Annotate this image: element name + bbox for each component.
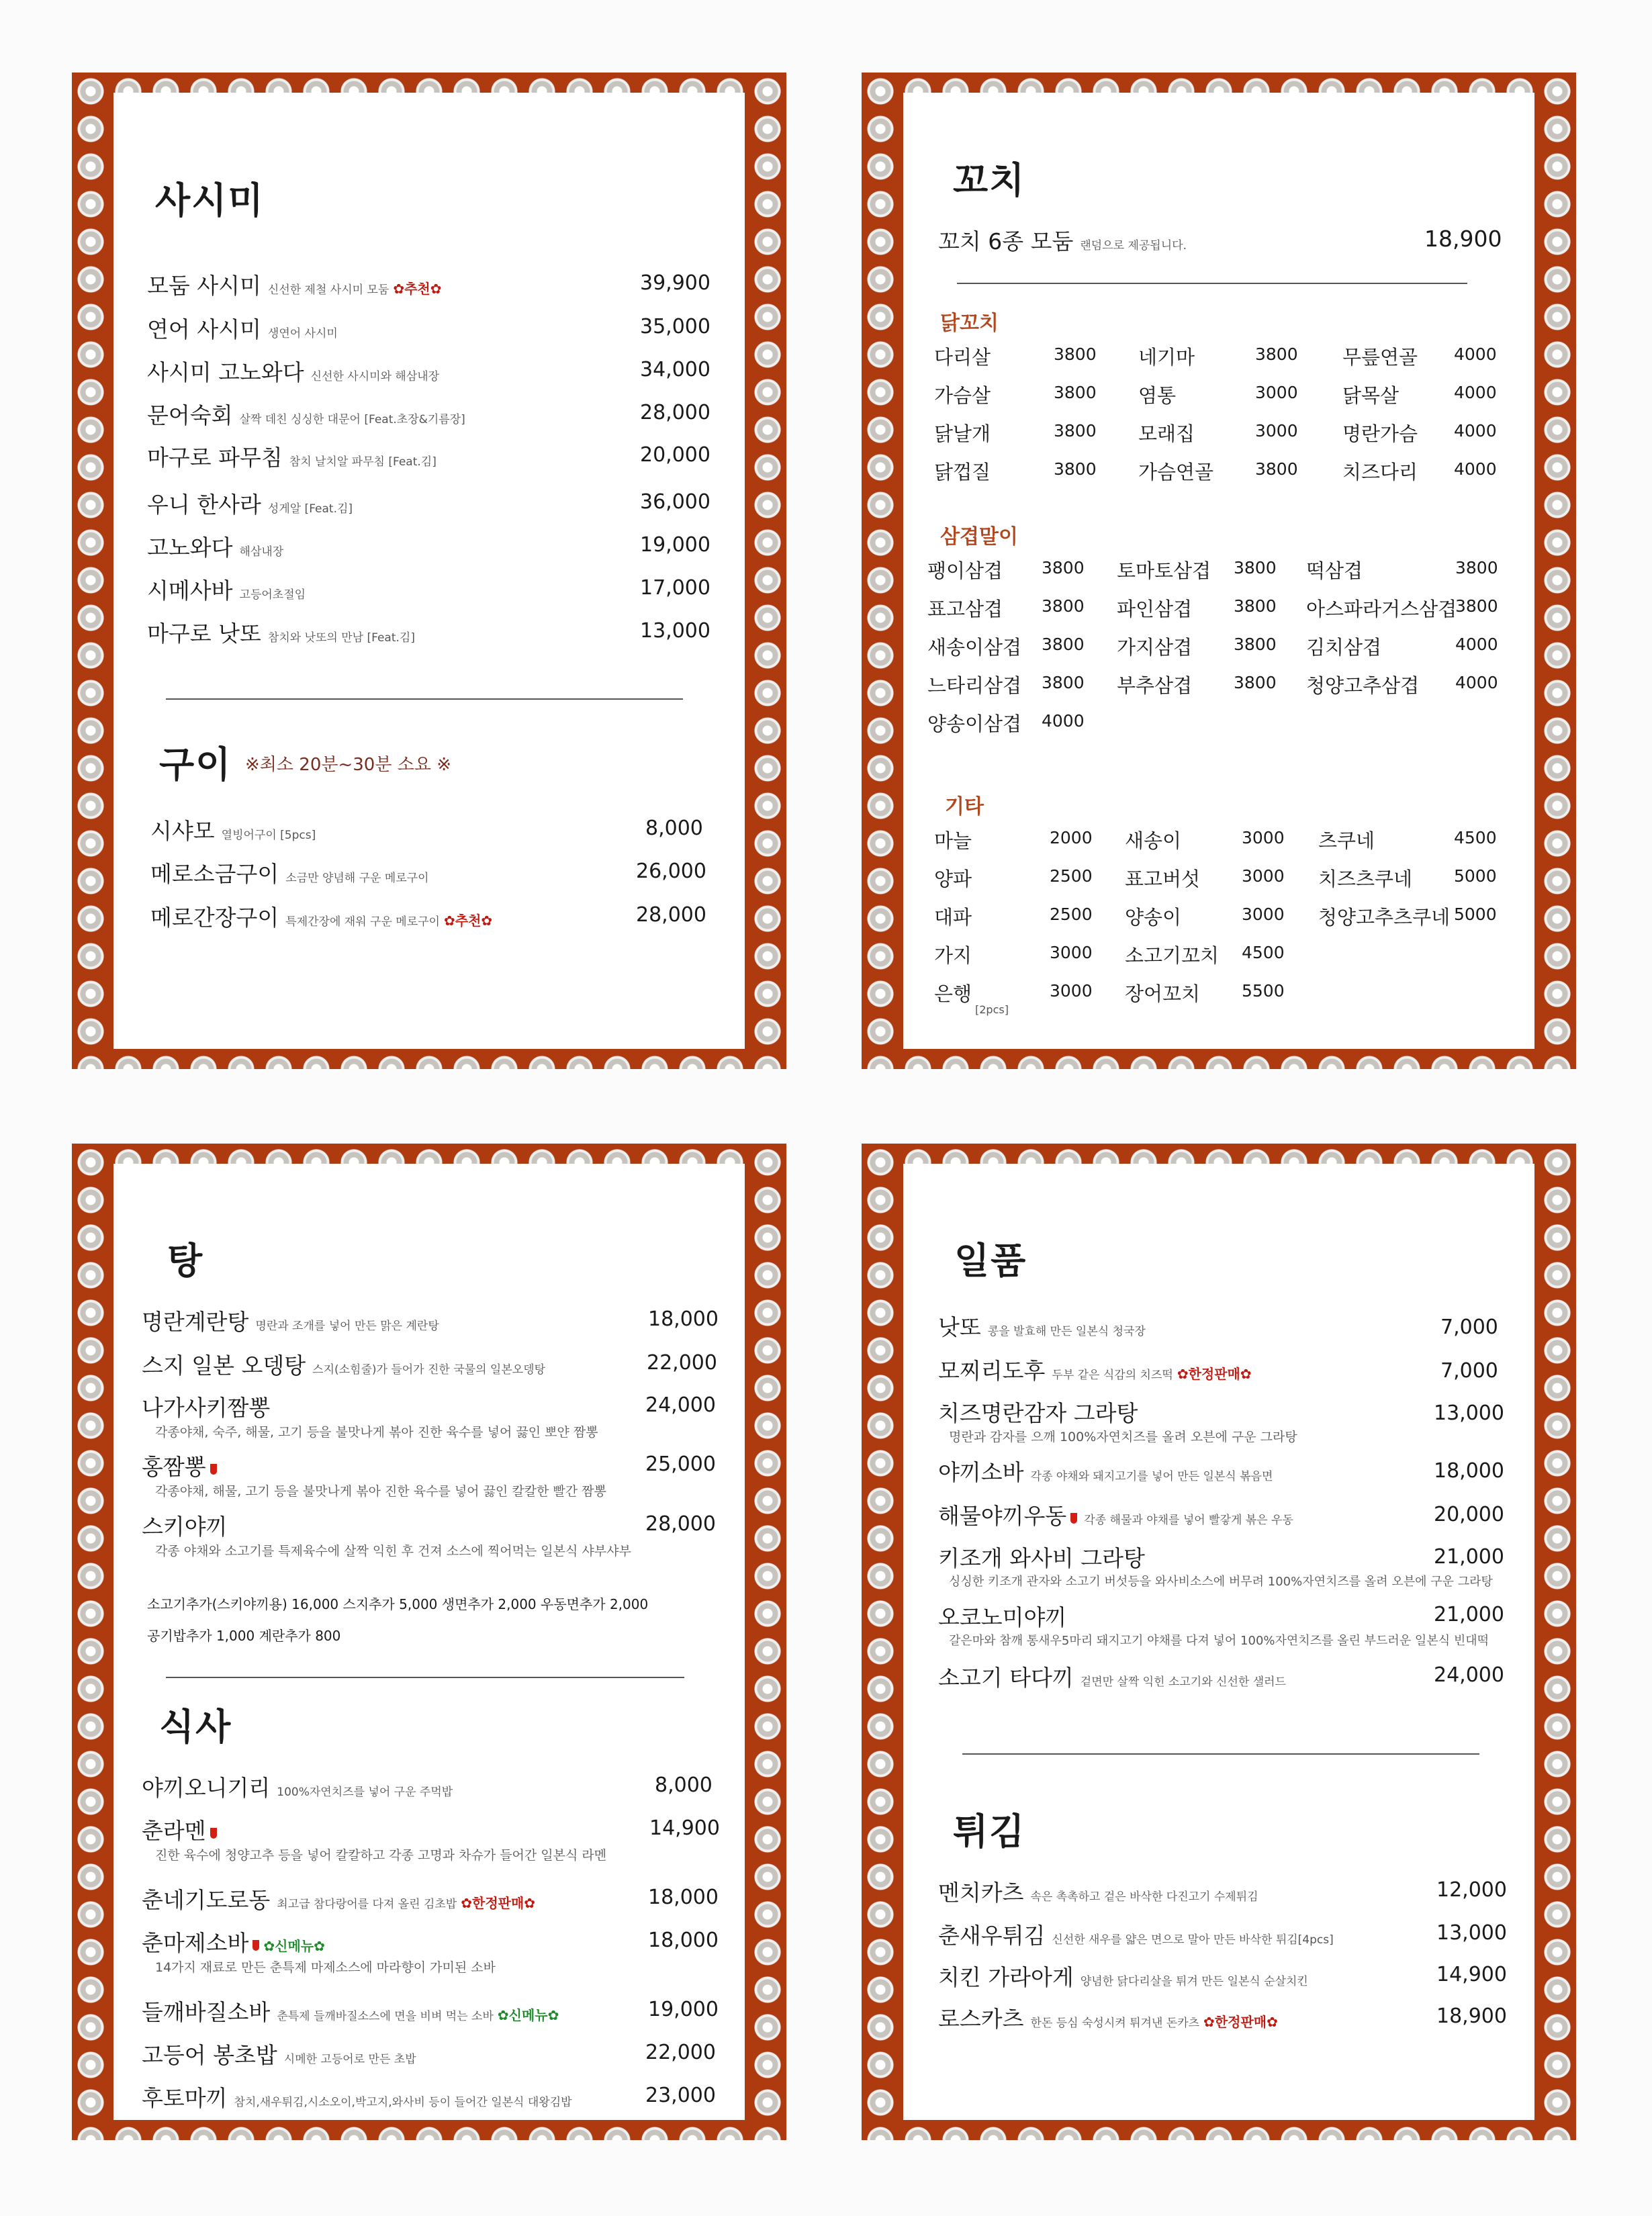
skewer-price: 3800 — [1042, 558, 1085, 578]
skewer-name: 대파 — [934, 906, 972, 929]
menu-item — [147, 530, 283, 562]
item-price: 19,000 — [640, 533, 710, 557]
item-price: 8,000 — [645, 817, 703, 840]
skewer-price: 5000 — [1454, 866, 1497, 886]
skewer-price: 2000 — [1050, 828, 1093, 847]
item-name: 나가사키짬뽕 — [142, 1395, 271, 1421]
section-title-meal: 식사 — [159, 1706, 232, 1748]
menu-panel-ilpum-fried — [862, 1144, 1576, 2140]
item-name: 야끼소바 — [938, 1459, 1024, 1485]
item-name: 후토마끼 — [142, 2085, 228, 2111]
item-price: 26,000 — [636, 860, 706, 883]
item-desc: 살짝 데친 싱싱한 대문어 [Feat.초장&기름장] — [239, 413, 465, 426]
item-desc: 명란과 감자를 으깨 100%자연치즈를 올려 오븐에 구운 그라탕 — [949, 1430, 1297, 1444]
item-desc: 14가지 재료로 만든 춘특제 마제소스에 마라향이 가미된 소바 — [155, 1960, 496, 1975]
item-desc: 명란과 조개를 넣어 만든 맑은 계란탕 — [255, 1320, 439, 1333]
item-price: 13,000 — [1434, 1401, 1504, 1425]
skewer-price: 4500 — [1454, 828, 1497, 847]
skewer-price: 2500 — [1050, 866, 1093, 886]
menu-item — [142, 1305, 439, 1336]
item-name: 메로간장구이 — [150, 905, 279, 931]
menu-item — [938, 1310, 1146, 1342]
item-desc: 두부 같은 식감의 치즈떡 — [1052, 1369, 1173, 1382]
menu-item — [142, 1883, 535, 1914]
skewer-price: 4000 — [1454, 344, 1497, 364]
section-title-ilpum: 일품 — [954, 1240, 1027, 1282]
menu-item — [150, 857, 429, 888]
item-desc: 한돈 등심 숙성시켜 튀겨낸 돈카츠 — [1030, 2017, 1200, 2030]
limited-badge: ✿한정판매✿ — [461, 1895, 536, 1911]
item-desc: 성게알 [Feat.김] — [267, 502, 353, 516]
item-desc: 참치,새우튀김,시소오이,박고지,와사비 등이 들어간 일본식 대왕김밥 — [234, 2096, 572, 2109]
item-name: 춘마제소바 — [142, 1930, 249, 1956]
item-name: 연어 사시미 — [147, 316, 261, 342]
section-title-fried: 튀김 — [953, 1810, 1026, 1853]
skewer-price: 4000 — [1455, 673, 1498, 692]
item-desc: 참치 날치알 파무침 [Feat.김] — [289, 455, 437, 469]
skewer-price: 3000 — [1255, 383, 1298, 402]
menu-item — [142, 2038, 416, 2070]
skewer-price: 3000 — [1050, 943, 1093, 962]
skewer-price: 3800 — [1054, 421, 1097, 441]
item-name: 야끼오니기리 — [142, 1775, 271, 1801]
item-desc: 신선한 제철 사시미 모둠 — [267, 283, 389, 297]
skewer-name: 새송이삼겹 — [927, 636, 1022, 659]
ginkgo-note: [2pcs] — [975, 1003, 1009, 1016]
item-desc: 각종 야채와 돼지고기를 넣어 만든 일본식 볶음면 — [1030, 1470, 1273, 1483]
menu-item — [147, 398, 465, 430]
skewer-price: 3800 — [1234, 673, 1277, 692]
menu-item — [147, 616, 415, 648]
item-price: 17,000 — [640, 576, 710, 600]
divider — [962, 1753, 1479, 1755]
limited-badge: ✿한정판매✿ — [1177, 1366, 1252, 1382]
extras-line: 공기밥추가 1,000 계란추가 800 — [147, 1628, 341, 1644]
item-name: 고노와다 — [147, 535, 233, 561]
skewer-name: 가지삼겹 — [1117, 636, 1193, 659]
item-name: 사시미 고노와다 — [147, 359, 304, 385]
skewer-price: 5500 — [1242, 981, 1285, 1001]
item-price: 13,000 — [640, 619, 710, 643]
item-price: 28,000 — [645, 1512, 716, 1536]
section-title-sashimi: 사시미 — [155, 179, 265, 222]
skewer-price: 3800 — [1234, 596, 1277, 616]
item-desc: 랜덤으로 제공됩니다. — [1080, 239, 1187, 252]
skewer-price: 4000 — [1454, 383, 1497, 402]
menu-item — [938, 1499, 1293, 1530]
skewer-price: 3000 — [1255, 421, 1298, 441]
item-price: 23,000 — [645, 2084, 716, 2107]
skewer-price: 4000 — [1454, 459, 1497, 479]
item-desc: 시메한 고등어로 만든 초밥 — [283, 2053, 416, 2066]
item-price: 28,000 — [640, 401, 710, 424]
menu-item — [142, 2081, 572, 2113]
menu-item — [142, 1814, 217, 1845]
skewer-name: 토마토삼겹 — [1117, 559, 1211, 582]
item-desc: 최고급 참다랑어를 다져 올린 김초밥 — [277, 1898, 457, 1911]
divider — [166, 1677, 684, 1678]
skewer-price: 3800 — [1054, 344, 1097, 364]
item-name: 명란계란탕 — [142, 1309, 249, 1335]
skewer-name: 양파 — [934, 868, 972, 890]
item-desc: 고등어초절임 — [239, 588, 306, 602]
skewer-price: 3800 — [1234, 635, 1277, 654]
skewer-price: 4500 — [1242, 943, 1285, 962]
menu-item — [938, 1919, 1334, 1950]
skewer-price: 5000 — [1454, 905, 1497, 924]
item-name: 홍짬뽕 — [142, 1454, 206, 1480]
skewer-price: 3800 — [1455, 596, 1498, 616]
item-price: 24,000 — [645, 1393, 716, 1417]
skewer-name: 츠쿠네 — [1318, 829, 1375, 852]
menu-item — [150, 901, 492, 932]
skewer-name: 느타리삼겹 — [927, 674, 1022, 697]
skewer-name: 청양고추삼겹 — [1306, 674, 1420, 697]
menu-page — [903, 1164, 1534, 2120]
skewer-price: 3800 — [1255, 459, 1298, 479]
skewer-price: 4000 — [1455, 635, 1498, 654]
item-desc: 속은 촉촉하고 겉은 바삭한 다진고기 수제튀김 — [1030, 1890, 1258, 1904]
menu-page — [113, 93, 745, 1049]
item-price: 34,000 — [640, 358, 710, 381]
skewer-price: 3000 — [1242, 828, 1285, 847]
item-desc: 열빙어구이 [5pcs] — [221, 829, 316, 842]
menu-item — [938, 224, 1187, 256]
item-desc: 각종야채, 해물, 고기 등을 불맛나게 볶아 진한 육수를 넣어 끓인 칼칼한 빨간 짬뽕 — [155, 1484, 606, 1499]
skewer-name: 닭날개 — [934, 422, 991, 445]
new-menu-badge: ✿신메뉴✿ — [263, 1938, 325, 1954]
item-name: 춘네기도로동 — [142, 1887, 271, 1913]
item-desc: 신선한 새우를 얇은 면으로 말아 만든 바삭한 튀김[4pcs] — [1052, 1933, 1334, 1947]
skewer-price: 3800 — [1234, 558, 1277, 578]
item-desc: 스지(소힘줄)가 들어가 진한 국물의 일본오뎅탕 — [312, 1363, 546, 1377]
recommend-badge: ✿추천✿ — [393, 281, 442, 297]
item-desc: 신선한 사시미와 해삼내장 — [310, 370, 440, 383]
skewer-price: 4000 — [1042, 711, 1085, 731]
item-name: 모찌리도후 — [938, 1358, 1046, 1384]
menu-item — [142, 1771, 453, 1802]
item-name: 시샤모 — [150, 818, 215, 844]
item-name: 멘치카츠 — [938, 1880, 1024, 1906]
item-name: 해물야끼우동 — [938, 1503, 1067, 1529]
skewer-name: 부추삼겹 — [1117, 674, 1193, 697]
menu-item — [938, 2002, 1278, 2033]
item-name: 들깨바질소바 — [142, 1999, 271, 2025]
skewer-name: 가슴살 — [934, 384, 991, 407]
menu-item — [147, 355, 439, 387]
item-name: 메로소금구이 — [150, 861, 279, 887]
item-name: 오코노미야끼 — [938, 1604, 1067, 1630]
item-price: 20,000 — [640, 443, 710, 467]
menu-item — [147, 441, 437, 472]
menu-item — [938, 1455, 1273, 1487]
item-price: 7,000 — [1440, 1359, 1498, 1383]
item-price: 19,000 — [648, 1998, 719, 2021]
item-price: 14,900 — [649, 1816, 720, 1840]
menu-item — [147, 488, 353, 519]
item-price: 7,000 — [1440, 1315, 1498, 1339]
divider — [957, 283, 1467, 284]
skewer-name: 닭목살 — [1342, 384, 1399, 407]
item-price: 20,000 — [1434, 1503, 1504, 1526]
menu-item — [938, 1354, 1252, 1385]
skewer-name: 팽이삼겹 — [927, 559, 1003, 582]
skewer-name: 모래집 — [1138, 422, 1195, 445]
section-title-tang: 탕 — [167, 1240, 204, 1282]
skewer-price: 3800 — [1042, 596, 1085, 616]
item-price: 8,000 — [655, 1773, 713, 1797]
item-price: 18,000 — [648, 1886, 719, 1909]
skewer-name: 장어꼬치 — [1125, 982, 1201, 1005]
item-desc: 콩을 발효해 만든 일본식 청국장 — [987, 1325, 1146, 1338]
item-name: 로스카츠 — [938, 2006, 1024, 2032]
item-desc: 갈은마와 참깨 통새우5마리 돼지고기 야채를 다져 넣어 100%자연치즈를 올린 부드러운 일본식 빈대떡 — [949, 1634, 1489, 1648]
item-name: 고등어 봉초밥 — [142, 2042, 277, 2068]
skewer-name: 명란가슴 — [1342, 422, 1418, 445]
item-name: 시메사바 — [147, 578, 233, 604]
item-name: 소고기 타다끼 — [938, 1665, 1074, 1691]
chili-pepper-icon — [253, 1940, 259, 1951]
menu-item — [142, 1995, 559, 2027]
skewer-name: 표고삼겹 — [927, 598, 1003, 620]
menu-item — [142, 1450, 217, 1481]
item-name: 키조개 와사비 그라탕 — [938, 1545, 1145, 1571]
item-price: 25,000 — [645, 1452, 716, 1476]
menu-item — [142, 1348, 545, 1380]
item-desc: 참치와 낫또의 만남 [Feat.김] — [267, 631, 415, 645]
skewer-name: 김치삼겹 — [1306, 636, 1382, 659]
skewer-name: 치즈츠쿠네 — [1318, 868, 1413, 890]
item-price: 24,000 — [1434, 1663, 1504, 1687]
item-name: 스키야끼 — [142, 1514, 228, 1540]
menu-item — [147, 573, 306, 605]
item-name: 마구로 낫또 — [147, 620, 261, 647]
item-price: 21,000 — [1434, 1545, 1504, 1569]
skewer-name: 새송이 — [1125, 829, 1182, 852]
skewer-price: 3800 — [1054, 383, 1097, 402]
skewer-name: 무릎연골 — [1342, 346, 1418, 369]
item-desc: 소금만 양념해 구운 메로구이 — [285, 872, 429, 885]
item-name: 치킨 가라아게 — [938, 1964, 1074, 1990]
item-name: 모둠 사시미 — [147, 273, 261, 299]
skewer-name: 청양고추츠쿠네 — [1318, 906, 1451, 929]
item-price: 22,000 — [647, 1351, 717, 1375]
menu-item — [147, 269, 442, 300]
item-desc: 양념한 닭다리살을 튀겨 만든 일본식 순살치킨 — [1080, 1975, 1308, 1988]
item-price: 35,000 — [640, 315, 710, 338]
skewer-price: 2500 — [1050, 905, 1093, 924]
item-name: 스지 일본 오뎅탕 — [142, 1352, 306, 1379]
subsection-title-chicken: 닭꼬치 — [940, 312, 999, 335]
skewer-name: 파인삼겹 — [1117, 598, 1193, 620]
skewer-name: 표고버섯 — [1125, 868, 1201, 890]
item-name: 우니 한사라 — [147, 492, 261, 518]
menu-item — [938, 1661, 1286, 1692]
item-price: 18,900 — [1436, 2004, 1507, 2028]
skewer-name: 다리살 — [934, 346, 991, 369]
skewer-name: 닭껍질 — [934, 461, 991, 483]
skewer-name: 마늘 — [934, 829, 972, 852]
chili-pepper-icon — [210, 1828, 217, 1839]
menu-item — [147, 312, 338, 344]
item-desc: 겉면만 살짝 익힌 소고기와 신선한 샐러드 — [1080, 1675, 1286, 1689]
skewer-name: 아스파라거스삼겹 — [1306, 598, 1457, 620]
skewer-name: 소고기꼬치 — [1125, 944, 1220, 967]
new-menu-badge: ✿신메뉴✿ — [497, 2007, 559, 2023]
menu-panel-tang-meal — [72, 1144, 786, 2140]
menu-panel-kkochi — [862, 73, 1576, 1069]
item-price: 22,000 — [645, 2041, 716, 2064]
item-desc: 진한 육수에 청양고추 등을 넣어 칼칼하고 각종 고명과 차슈가 들어간 일본식 라멘 — [155, 1848, 607, 1863]
chili-pepper-icon — [1070, 1513, 1077, 1524]
menu-item — [150, 814, 316, 845]
skewer-price: 3000 — [1050, 981, 1093, 1001]
item-price: 18,000 — [1434, 1459, 1504, 1483]
item-price: 18,900 — [1424, 226, 1502, 252]
item-desc: 100%자연치즈를 넣어 구운 주먹밥 — [277, 1786, 453, 1799]
menu-page — [903, 93, 1534, 1049]
skewer-price: 3800 — [1042, 635, 1085, 654]
skewer-name: 양송이 — [1125, 906, 1182, 929]
skewer-name: 가지 — [934, 944, 972, 967]
skewer-name: 가슴연골 — [1138, 461, 1214, 483]
extras-line: 소고기추가(스키야끼용) 16,000 스지추가 5,000 생면추가 2,000 우동면추가 2,000 — [147, 1596, 649, 1612]
item-name: 치즈명란감자 그라탕 — [938, 1400, 1138, 1426]
item-name: 낫또 — [938, 1314, 981, 1340]
divider — [166, 698, 683, 700]
item-name: 마구로 파무침 — [147, 445, 283, 471]
item-price: 18,000 — [648, 1307, 719, 1331]
skewer-name: 치즈다리 — [1342, 461, 1418, 483]
cooking-time-note: ※최소 20분~30분 소요 ※ — [245, 755, 452, 775]
skewer-name: 염통 — [1138, 384, 1177, 407]
skewer-price: 3000 — [1242, 866, 1285, 886]
menu-item — [938, 1876, 1258, 1907]
item-desc: 각종 해물과 야채를 넣어 빨갛게 볶은 우동 — [1084, 1514, 1293, 1527]
skewer-price: 3800 — [1455, 558, 1498, 578]
skewer-price: 4000 — [1454, 421, 1497, 441]
item-price: 12,000 — [1436, 1878, 1507, 1902]
skewer-name: 양송이삼겹 — [927, 712, 1022, 735]
item-price: 28,000 — [636, 903, 706, 927]
item-price: 21,000 — [1434, 1603, 1504, 1626]
skewer-price: 3000 — [1242, 905, 1285, 924]
skewer-price: 3800 — [1042, 673, 1085, 692]
item-name: 춘라멘 — [142, 1818, 206, 1844]
item-price: 14,900 — [1436, 1963, 1507, 1986]
item-desc: 각종 야채와 소고기를 특제육수에 살짝 익힌 후 건져 소스에 찍어먹는 일본식 샤부샤부 — [155, 1544, 631, 1559]
menu-item — [142, 1926, 325, 1957]
item-price: 18,000 — [648, 1929, 719, 1952]
section-title-gui: 구이 — [159, 743, 232, 786]
item-price: 36,000 — [640, 490, 710, 514]
item-desc: 생연어 사시미 — [267, 327, 338, 340]
item-name: 춘새우튀김 — [938, 1923, 1046, 1949]
menu-item — [938, 1960, 1308, 1992]
section-title-kkochi: 꼬치 — [953, 159, 1026, 201]
menu-panel-sashimi-gui — [72, 73, 786, 1069]
chili-pepper-icon — [210, 1464, 217, 1475]
subsection-title-samgyeop: 삼겹말이 — [940, 525, 1018, 549]
menu-page — [113, 1164, 745, 2120]
item-desc: 각종야채, 숙주, 해물, 고기 등을 불맛나게 볶아 진한 육수를 넣어 끓인 뽀얀 짬뽕 — [155, 1425, 598, 1440]
skewer-name: 네기마 — [1138, 346, 1195, 369]
skewer-price: 3800 — [1054, 459, 1097, 479]
item-price: 13,000 — [1436, 1921, 1507, 1945]
item-price: 39,900 — [640, 271, 710, 295]
item-desc: 특제간장에 재워 구운 메로구이 — [285, 915, 440, 929]
limited-badge: ✿한정판매✿ — [1203, 2014, 1278, 2030]
skewer-name: 은행 — [934, 982, 972, 1005]
recommend-badge: ✿추천✿ — [443, 913, 493, 929]
item-desc: 춘특제 들깨바질소스에 면을 비벼 먹는 소바 — [277, 2010, 494, 2023]
item-name: 꼬치 6종 모둠 — [938, 228, 1074, 255]
skewer-name: 떡삼겹 — [1306, 559, 1363, 582]
skewer-price: 3800 — [1255, 344, 1298, 364]
item-name: 문어숙회 — [147, 402, 233, 428]
subsection-title-etc: 기타 — [945, 795, 984, 819]
item-desc: 해삼내장 — [239, 545, 284, 559]
item-desc: 싱싱한 키조개 관자와 소고기 버섯등을 와사비소스에 버무려 100%자연치즈를 올려 오븐에 구운 그라탕 — [949, 1575, 1493, 1589]
